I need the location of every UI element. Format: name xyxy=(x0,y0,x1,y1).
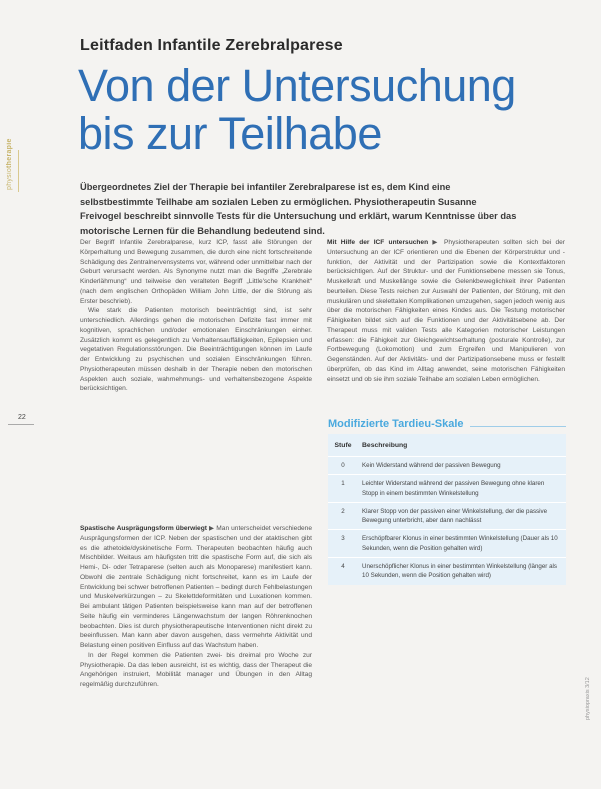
tardieu-title-rule xyxy=(470,426,566,427)
body-paragraph: In der Regel kommen die Patienten zwei- bis dreimal pro Woche zur Physiotherapie. Da das leben ausreicht, ist es wichtig, dass der Therapeut die Angehörigen instruiert, Mobilität manager und Übungen in den Alltag regelmäßig durchzuführen. xyxy=(80,651,312,688)
beschreibung-cell: Klarer Stopp von der passiven einer Winkelstellung, der die passive Bewegung unterbricht, aber dann nachlässt xyxy=(358,502,566,530)
page-number: 22 xyxy=(18,414,26,421)
beschreibung-cell: Unerschöpflicher Klonus in einer bestimmten Winkelstellung (länger als 10 Sekunden, wenn die Position gehalten wird) xyxy=(358,558,566,585)
stufe-cell: 0 xyxy=(328,457,358,475)
magazine-credit: physiopraxis 3/12 xyxy=(585,677,591,720)
run-in-heading: Spastische Ausprägungsform überwiegt xyxy=(80,525,207,532)
beschreibung-cell: Leichter Widerstand während der passiven Bewegung ohne klaren Stopp in einem bestimmten Winkelstellung xyxy=(358,475,566,503)
section-label xyxy=(6,120,18,190)
run-in-heading: Mit Hilfe der ICF untersuchen xyxy=(327,239,429,246)
table-row xyxy=(328,457,566,475)
stufe-cell: 3 xyxy=(328,530,358,558)
tardieu-box-title: Modifizierte Tardieu-Skale xyxy=(328,418,464,430)
sidebar-rule xyxy=(18,150,19,192)
article-lead: Übergeordnetes Ziel der Therapie bei infantiler Zerebralparese ist es, dem Kind eine selbstbestimmte Teilhabe am sozialen Leben zu ermöglichen. Physiotherapeutin Susanne Freivogel beschreibt sinnvolle Tests für die Untersuchung und erklärt, warum Kenntnisse über das motorische Lernen für die Behandlung bedeutend sind. xyxy=(80,182,517,236)
body-text: Physiotherapeuten sollten sich bei der Untersuchung an der ICF orientieren und die Ebenen der Körperstruktur und -funktion, der Aktivität und der Partizipation sowie die Kontextfaktoren berücksichtigen. Auf der Struktur- und der Funktionsebene messen sie Tonus, Muskelkraft und Muskellänge sowie die Gelenkbeweglichkeit ihrer Patienten beurteilen. Diese Tests reichen zur Auswahl der Patienten, der Störung, mit den muskulären und skelettalen Komplikationen umzugehen, sagen jedoch wenig aus über die motorischen Fähigkeiten eines Kindes aus. Die Testung motorischer Fähigkeiten bildet sich auf die Funktionen und der Aktivitätsebene ab. Der Therapeut muss mit validen Tests alle Kategorien motorischer Leistungen erfassen: die Fähigkeit zur Gleichgewichtserhaltung (posturale Kontrolle), zur Fortbewegung (Lokomotion) und zum Ergreifen und Manipulieren von Gegenständen. Auf der Aktivitäts- und der Partizipationsebene muss er festellt überprüfen, ob das Kind im Alltag anwendet, seine motorischen Fähigkeiten einsetzt und ob sie ihm soziale Teilhabe am sozialen Leben ermöglichen. xyxy=(327,239,565,383)
section-label-prefix: physio xyxy=(6,167,13,190)
table-row xyxy=(328,502,566,530)
table-row xyxy=(328,530,566,558)
body-paragraph: Mit Hilfe der ICF untersuchen ▶ Physiotherapeuten sollten sich bei der Untersuchung an der ICF orientieren und die Ebenen der Körperstruktur und -funktion, der Aktivität und der Partizipation sowie die Kontextfaktoren berücksichtigen. Auf der Struktur- und der Funktionsebene messen sie Tonus, Muskelkraft und Muskellänge sowie die Gelenkbeweglichkeit ihrer Patienten beurteilen. Diese Tests reichen zur Auswahl der Patienten, der Störung, mit den muskulären und skelettalen Komplikationen umzugehen, sagen jedoch wenig aus über die motorischen Fähigkeiten eines Kindes aus. Die Testung motorischer Fähigkeiten bildet sich auf die Funktionen und der Aktivitätsebene ab. Der Therapeut muss mit validen Tests alle Kategorien motorischer Leistungen erfassen: die Fähigkeit zur Gleichgewichtserhaltung (posturale Kontrolle), zur Fortbewegung (Lokomotion) und zum Ergreifen und Manipulieren von Gegenständen. Auf der Aktivitäts- und der Partizipationsebene muss er festellt überprüfen, ob das Kind im Alltag anwendet, seine motorischen Fähigkeiten einsetzt und ob sie ihm soziale Teilhabe am sozialen Leben ermöglichen. xyxy=(327,239,565,383)
body-paragraph: Der Begriff Infantile Zerebralparese, kurz ICP, fasst alle Störungen der Körperhaltung und Bewegung zusammen, die durch eine nicht fortschreitende Schädigung des Zentralnervensystems vor, während oder unmittelbar nach der Geburt verursacht werden. Als Synonyme nutzt man die Begriffe „Zerebrale Kinderlähmung“ und teilweise den veralteten Begriff „Little'sche Krankheit“ (nach dem englischen Orthopäden William John Little, der die Störung als Erster beschrieb). xyxy=(80,239,312,305)
body-paragraph: Spastische Ausprägungsform überwiegt ▶ Man unterscheidet verschiedene Ausprägungsformen der ICP. Neben der spastischen und der ataktischen gibt es die athetoide/dyskinetische Form. Therapeuten beobachten häufig auch Mischbilder. Weitaus am häufigsten tritt die spastische Form auf, die sich als Hemi-, Di- oder Tetraparese (selten auch als Monoparese) manifestiert kann. Obwohl die zentrale Schädigung nicht fortschreitet, kann es im Laufe der Entwicklung bei schwer betroffenen Patienten – bedingt durch Fehlbelastungen und Muskelverkürzungen – zu Skelettdeformitäten und Luxationen kommen. Bei ambulant tätigen Patienten beispielsweise kann man auf der betroffenen Seite häufig ein verminderes Längenwachstum der langen Röhrenknochen beobachten. Dies ist durch physiotherapeutische Interventionen nicht direkt zu beeinflussen. Man kann aber davon ausgehen, dass vermehrte Aktivität und Belastung einen positiven Einfluss auf das Wachstum haben. xyxy=(80,525,312,649)
headline-line-1: Von der Untersuchung xyxy=(78,60,516,111)
headline-line-2: bis zur Teilhabe xyxy=(78,108,382,159)
column-header-beschreibung: Beschreibung xyxy=(362,441,408,449)
stufe-cell: 4 xyxy=(328,558,358,585)
body-column-left xyxy=(80,238,312,394)
body-text: Man unterscheidet verschiedene Ausprägungsformen der ICP. Neben der spastischen und der ataktischen gibt es die athetoide/dyskinetische Form. Therapeuten beobachten häufig auch Mischbilder. Weitaus am häufigsten tritt die spastische Form auf, die sich als Hemi-, Di- oder Tetraparese (selten auch als Monoparese) manifestiert kann. Obwohl die zentrale Schädigung nicht fortschreitet, kann es im Laufe der Entwicklung bei schwer betroffenen Patienten – bedingt durch Fehlbelastungen und Muskelverkürzungen – zu Skelettdeformitäten und Luxationen kommen. Bei ambulant tätigen Patienten beispielsweise kann man auf der betroffenen Seite häufig ein verminderes Längenwachstum der langen Röhrenknochen beobachten. Dies ist durch physiotherapeutische Interventionen nicht direkt zu beeinflussen. Man kann aber davon ausgehen, dass vermehrte Aktivität und Belastung einen positiven Einfluss auf das Wachstum haben. xyxy=(80,525,312,649)
tardieu-table-box xyxy=(328,434,566,585)
column-header-stufe: Stufe xyxy=(334,441,352,449)
body-paragraph: Wie stark die Patienten motorisch beeinträchtigt sind, ist sehr unterschiedlich. Allerdings gehen die motorischen Defizite fast immer mit kognitiven, sprachlichen und/oder emotionalen Einschränkungen einher. Zusätzlich kommt es gelegentlich zu Verhaltensauffälligkeiten, Epilepsien und vegetativen Regulationsstörungen. Die Beeinträchtigungen können im Laufe der Entwicklung zu psychischen und sozialen Einschränkungen führen. Physiotherapeuten müssen deshalb in der Therapie neben den motorischen Aspekten auch soziale, wahrnehmungs- und verhaltensbezogene Aspekte berücksichtigen. xyxy=(80,307,312,393)
article-headline xyxy=(78,62,538,158)
table-row xyxy=(328,558,566,585)
stufe-cell: 2 xyxy=(328,502,358,530)
body-column-right xyxy=(327,238,565,384)
table-header-row xyxy=(328,434,566,457)
body-column-left-section xyxy=(80,524,312,690)
page-number-rule xyxy=(8,424,34,425)
beschreibung-cell: Erschöpfbarer Klonus in einer bestimmten Winkelstellung (Dauer als 10 Sekunden, wenn die Position gehalten wird) xyxy=(358,530,566,558)
table-row xyxy=(328,475,566,503)
tardieu-table xyxy=(328,434,566,585)
beschreibung-cell: Kein Widerstand während der passiven Bewegung xyxy=(358,457,566,475)
section-label-suffix: therapie xyxy=(6,138,13,168)
article-kicker: Leitfaden Infantile Zerebralparese xyxy=(80,37,343,54)
stufe-cell: 1 xyxy=(328,475,358,503)
